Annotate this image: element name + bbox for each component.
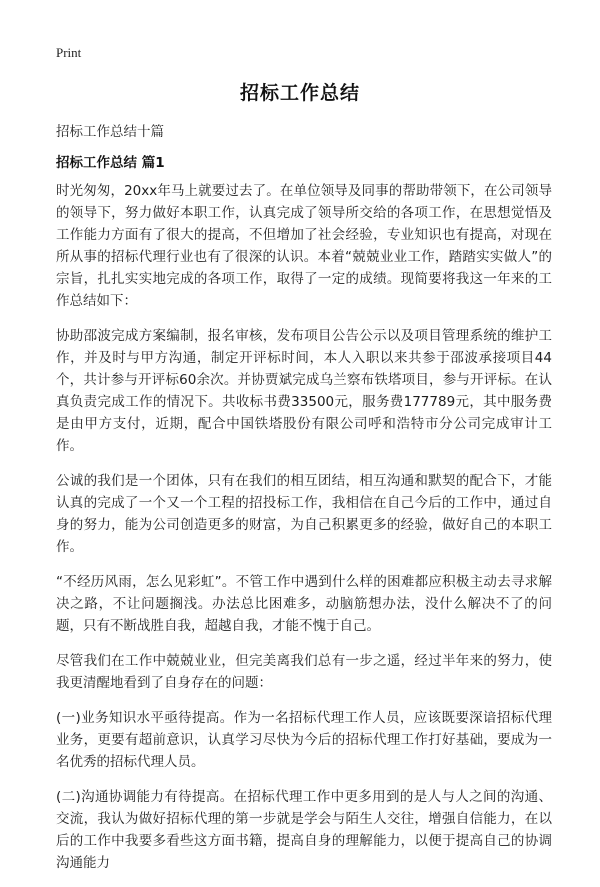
document-subtitle: 招标工作总结十篇 — [56, 124, 164, 140]
paragraph-team: 公诚的我们是一个团体，只有在我们的相互团结，相互沟通和默契的配合下，才能认真的完成了一个又一个工程的招投标工作，我相信在自己今后的工作中，通过自身的努力，能为公司创造更多的财富，为自己积累更多的经验，做好自己的本职工作。 — [56, 473, 552, 555]
section-heading: 招标工作总结 篇1 — [56, 155, 165, 171]
paragraph-attitude: “不经历风雨，怎么见彩虹”。不管工作中遇到什么样的困难都应积极主动去寻求解决之路，不让问题搁浅。办法总比困难多，动脑筋想办法，没什么解决不了的问题，只有不断战胜自我，超越自我，才能不愧于自己。 — [56, 574, 552, 634]
paragraph-problems-intro: 尽管我们在工作中兢兢业业，但完美离我们总有一步之遥，经过半年来的努力，使我更清醒地看到了自身存在的问题： — [56, 653, 552, 691]
document-body — [56, 180, 552, 887]
paragraph-work-details: 协助邵波完成方案编制，报名审核，发布项目公告公示以及项目管理系统的维护工作，并及时与甲方沟通，制定开评标时间，本人入职以来共参于邵波承接项目44个，共计参与开评标60余次。并协贾斌完成乌兰察布铁塔项目，参与开评标。在认真负责完成工作的情况下。共收标书费33500元，服务费177789元，其中服务费是由甲方支付，近期，配合中国铁塔股份有限公司呼和浩特市分公司完成审计工作。 — [56, 328, 552, 454]
paragraph-intro: 时光匆匆，20xx年马上就要过去了。在单位领导及同事的帮助带领下，在公司领导的领导下，努力做好本职工作，认真完成了领导所交给的各项工作，在思想觉悟及工作能力方面有了很大的提高，不但增加了社会经验，专业知识也有提高，对现在所从事的招标代理行业也有了很深的认识。本着“兢兢业业工作，踏踏实实做人”的宗旨，扎扎实实地完成的各项工作，取得了一定的成绩。现简要将我这一年来的工作总结如下： — [56, 183, 552, 309]
document-title: 招标工作总结 — [239, 82, 360, 104]
paragraph-problem-1: (一)业务知识水平亟待提高。作为一名招标代理工作人员，应该既要深谙招标代理业务，更要有超前意识，认真学习尽快为今后的招标代理工作打好基础，要成为一名优秀的招标代理人员。 — [56, 710, 552, 770]
paragraph-problem-2: (二)沟通协调能力有待提高。在招标代理工作中更多用到的是人与人之间的沟通、交流，我认为做好招标代理的第一步就是学会与陌生人交往，增强自信能力，在以后的工作中我要多看些这方面书籍，提高自身的理解能力，以便于提高自己的协调沟通能力 — [56, 789, 552, 871]
print-link[interactable]: Print — [56, 45, 82, 60]
